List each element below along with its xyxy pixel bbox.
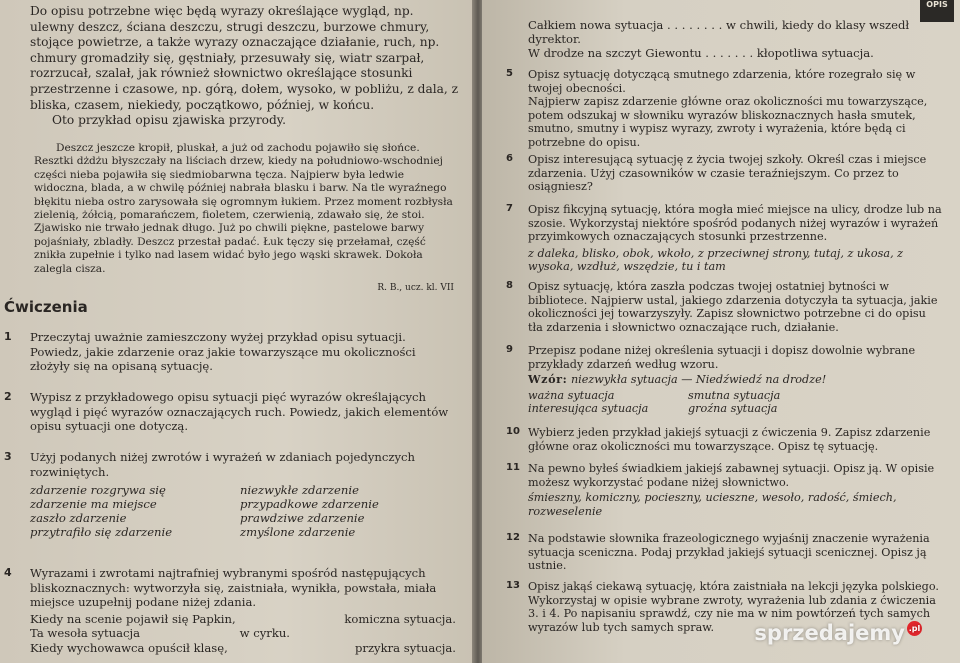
sentence-start: Kiedy na scenie pojawił się Papkin,	[30, 611, 236, 626]
exercises-heading: Ćwiczenia	[4, 298, 88, 316]
sentence-1	[30, 612, 456, 627]
exercise-number: 13	[506, 580, 520, 591]
exercise-3	[4, 450, 456, 539]
phrase-item: prawdziwe zdarzenie	[240, 511, 365, 526]
sentence-end: przykra sytuacja.	[354, 640, 456, 655]
word-list: z daleka, blisko, obok, wkoło, z przeciwnej strony, tutaj, z ukosa, z wysoka, wzdłuż, wszędzie, tu i tam	[528, 246, 904, 274]
exercise-7	[506, 203, 944, 274]
exercise-text: Na podstawie słownika frazeologicznego wyjaśnij znaczenie wyrażenia sytuacja sceniczna. Podaj przykład jakiejś sytuacji scenicznej. Opisz ją ustnie.	[528, 532, 930, 573]
exercise-text: Opisz interesującą sytuację z życia twojej szkoły. Określ czas i miejsce zdarzenia. Użyj czasowników w czasie teraźniejszym. Co przez to osiągniesz?	[528, 153, 927, 194]
sentence: W drodze na szczyt Giewontu . . . . . . . kłopotliwa sytuacja.	[528, 46, 874, 61]
sentence-start: Kiedy wychowawca opuścił klasę,	[30, 640, 228, 655]
exercise-number: 9	[506, 344, 513, 355]
exercise-text: Użyj podanych niżej zwrotów i wyrażeń w zdaniach pojedynczych rozwiniętych.	[30, 450, 415, 479]
phrase-column-2	[240, 483, 450, 539]
exercise-number: 6	[506, 153, 513, 164]
situation-item: interesująca sytuacja	[528, 402, 649, 416]
pattern-text: niezwykła sytuacja — Niedźwiedź na drodze!	[570, 373, 827, 387]
sentence-end: w cyrku.	[239, 626, 290, 641]
phrase-item: niezwykłe zdarzenie	[240, 483, 359, 498]
situation-column-2	[688, 389, 848, 416]
pattern-label: Wzór:	[528, 372, 568, 387]
watermark-logo	[754, 621, 922, 645]
left-page	[0, 0, 474, 663]
exercise-4	[4, 566, 456, 656]
watermark-tld-badge: .pl	[907, 621, 922, 636]
exercise-text: Opisz fikcyjną sytuację, która mogła mieć miejsce na ulicy, drodze lub na szosie. Wykorzystaj niektóre spośród podanych niżej wyrazów i wyrażeń przyimkowych oznaczających stosunki przestrzenne.	[528, 203, 942, 244]
exercise-text: Opisz sytuację, która zaszła podczas twojej ostatniej bytności w bibliotece. Najpierw ustal, jakiego zdarzenia dotyczyła ta sytuacja, jakie okoliczności jej towarzyszyły. Zapisz słownictwo potrzebne ci do opisu tła zdarzenia i słownictwo oznaczające ruch, działanie.	[528, 280, 938, 334]
right-page	[482, 0, 960, 663]
exercise-5	[506, 68, 944, 150]
sentence-end: komiczna sytuacja.	[344, 611, 456, 626]
exercise-text: Przeczytaj uważnie zamieszczony wyżej przykład opisu sytuacji. Powiedz, jakie zdarzenie oraz jakie towarzyszące mu okoliczności złożyły się na opisaną sytuację.	[30, 330, 416, 374]
example-signature: R. B., ucz. kl. VII	[377, 283, 454, 294]
exercise-text: Wybierz jeden przykład jakiejś sytuacji z ćwiczenia 9. Zapisz zdarzenie główne oraz okoliczności mu towarzyszące. Opisz tę sytuację.	[528, 426, 931, 453]
exercise-2	[4, 390, 456, 434]
phrase-item: zaszło zdarzenie	[30, 511, 127, 526]
phrase-item: zdarzenie ma miejsce	[30, 497, 157, 512]
phrase-item: przytrafiło się zdarzenie	[30, 525, 173, 540]
phrase-item: zmyślone zdarzenie	[240, 525, 356, 540]
phrase-columns	[30, 483, 456, 539]
exercise-number: 5	[506, 68, 513, 79]
exercise-10	[506, 426, 944, 453]
exercise-11	[506, 462, 944, 518]
exercise-1	[4, 330, 456, 374]
exercise-number: 4	[4, 566, 12, 579]
situation-item: ważna sytuacja	[528, 388, 615, 402]
exercise-6	[506, 153, 944, 194]
watermark-text: sprzedajemy	[754, 621, 905, 645]
exercise-text: Opisz sytuację dotyczącą smutnego zdarzenia, które rozegrało się w twojej obecności.	[528, 68, 916, 95]
phrase-item: zdarzenie rozgrywa się	[30, 483, 166, 498]
situation-column-1	[528, 389, 688, 416]
situation-item: groźna sytuacja	[688, 402, 778, 416]
intro-last-line: Oto przykład opisu zjawiska przyrody.	[52, 113, 286, 128]
continued-sentences	[528, 18, 918, 61]
intro-text: Do opisu potrzebne więc będą wyrazy określające wygląd, np. ulewny deszcz, ściana deszczu, strugi deszczu, burzowe chmury, stojące powietrze, a także wyrazy oznaczające działanie, ruch, np. chmury gromadziły się, gęstniały, przesuwały się, wiatr szarpał, rozrzucał, szalał, jak również słownictwo określające stosunki przestrzenne i czasowe, np. górą, dołem, wysoko, w pobliżu, z dala, z bliska, czasem, niekiedy, początkowo, później, w końcu.	[30, 4, 459, 112]
phrase-item: przypadkowe zdarzenie	[240, 497, 379, 512]
example-description	[34, 142, 454, 295]
exercise-8	[506, 280, 944, 334]
pattern-line	[528, 373, 944, 387]
exercise-number: 12	[506, 532, 520, 543]
situation-columns	[528, 389, 944, 416]
exercise-number: 11	[506, 462, 520, 473]
situation-item: smutna sytuacja	[688, 388, 781, 402]
exercise-text: Wyrazami i zwrotami najtrafniej wybranymi spośród następujących bliskoznacznych: wytworzyła się, zaistniała, wynikła, powstała, miała miejsce uzupełnij podane niżej zdania.	[30, 566, 437, 610]
exercise-text: Na pewno byłeś świadkiem jakiejś zabawnej sytuacji. Opisz ją. W opisie możesz wykorzystać podane niżej słownictwo.	[528, 462, 935, 489]
sentence-3	[30, 641, 456, 656]
exercise-number: 7	[506, 203, 513, 214]
exercise-number: 10	[506, 426, 520, 437]
exercise-text: Przepisz podane niżej określenia sytuacji i dopisz dowolnie wybrane przykłady zdarzeń według wzoru.	[528, 344, 916, 371]
exercise-number: 3	[4, 450, 12, 463]
sentence-2	[30, 626, 290, 641]
exercise-9	[506, 344, 944, 416]
exercise-number: 1	[4, 330, 12, 343]
word-list: śmieszny, komiczny, pocieszny, ucieszne, wesoło, radość, śmiech, rozweselenie	[528, 491, 897, 518]
sentence-start: Ta wesoła sytuacja	[30, 626, 141, 641]
exercise-text: Wypisz z przykładowego opisu sytuacji pięć wyrazów określających wygląd i pięć wyrazów oznaczających ruch. Powiedz, jakich elementów opisu sytuacji one dotyczą.	[30, 390, 449, 434]
exercise-text-more: Najpierw zapisz zdarzenie główne oraz okoliczności mu towarzyszące, potem odszukaj w słowniku wyrazów bliskoznacznych hasła smutek, smutno, smutny i wypisz wyrazy, zwroty i wyrażenia, które będą ci potrzebne do opisu.	[528, 95, 928, 149]
exercise-12	[506, 532, 944, 573]
example-text: Deszcz jeszcze kropił, pluskał, a już od zachodu pojawiło się słońce. Resztki dżdżu błyszczały na liściach drzew, kiedy na południowo-wschodniej części nieba pojawiła się siedmiobarwna tęcza. Najpierw była ledwie widoczna, blada, a w chwilę później nabrała blasku i barw. Na tle wyraźnego błękitu nieba ostro zarysowała się ogromnym łukiem. Przez moment rozbłysła zielenią, żółcią, pomarańczem, fioletem, czerwienią, zdawało się, że stoi. Zjawisko nie trwało jednak długo. Już po chwili piękne, pastelowe barwy pojaśniały, zbladły. Deszcz przestał padać. Łuk tęczy się przełamał, część znikła zupełnie i tylko nad lasem widać było jego wąski skrawek. Dokoła zalegla cisza.	[34, 142, 453, 275]
sentence: Całkiem nowa sytuacja . . . . . . . . w chwili, kiedy do klasy wszedł dyrektor.	[528, 18, 910, 47]
section-ribbon: OPIS	[920, 0, 954, 22]
exercise-number: 8	[506, 280, 513, 291]
exercise-text: Opisz jakąś ciekawą sytuację, która zaistniała na lekcji języka polskiego. Wykorzystaj w opisie wybrane zwroty, wyrażenia lub zdania z ćwiczenia 3. i 4. Po napisaniu sprawdź, czy nie ma w nim powtórzeń tych samych wyrazów lub tych samych spraw.	[528, 580, 939, 634]
intro-paragraph	[30, 4, 460, 129]
phrase-column-1	[30, 483, 240, 539]
exercise-number: 2	[4, 390, 12, 403]
